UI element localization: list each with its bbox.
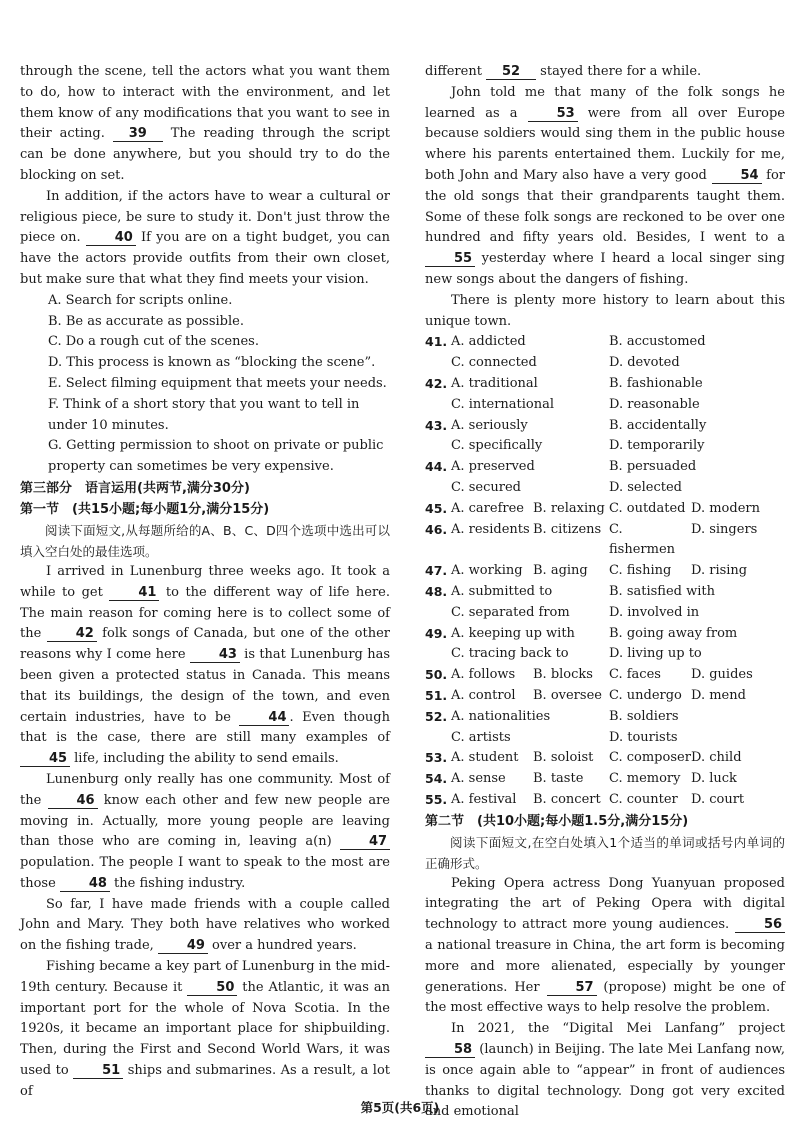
question-number: 44. — [425, 459, 448, 475]
option-c: C. fishing — [609, 563, 672, 579]
section1-instruction: 阅读下面短文,从每题所给的A、B、C、D四个选项中选出可以填入空白处的最佳选项。 — [20, 522, 390, 559]
right-column — [425, 62, 785, 1123]
option-a: A. festival — [451, 791, 517, 807]
left-column — [20, 62, 390, 1103]
option-a: A. addicted — [451, 334, 526, 350]
option-b: B. citizens — [533, 521, 602, 537]
option-c: C. artists — [451, 729, 511, 745]
question-number: 42. — [425, 375, 448, 391]
option-c: C. tracing back to — [451, 646, 569, 662]
blank-54: 54 — [712, 168, 762, 184]
question-item — [425, 374, 785, 416]
option-d: D. modern — [691, 500, 760, 516]
question-item — [425, 686, 785, 707]
option-d: D. temporarily — [609, 438, 705, 454]
question-item — [425, 332, 785, 374]
question-item — [425, 457, 785, 499]
option-item: C. Do a rough cut of the scenes. — [48, 334, 259, 350]
option-a: A. residents — [451, 521, 530, 537]
blank-50: 50 — [187, 980, 237, 996]
question-item — [425, 665, 785, 686]
blank-44: 44 — [239, 710, 289, 726]
blank-51: 51 — [73, 1063, 123, 1079]
blank-40: 40 — [86, 230, 136, 246]
question-block-48-49 — [425, 582, 785, 665]
option-c: C. counter — [609, 791, 678, 807]
part3-title: 第三部分 语言运用(共两节,满分30分) — [20, 480, 250, 496]
option-b: B. blocks — [533, 667, 593, 683]
option-c: C. memory — [609, 771, 681, 787]
option-c: C. secured — [451, 479, 521, 495]
option-c: C. fishermen — [609, 521, 676, 558]
option-b: B. fashionable — [609, 375, 703, 391]
option-b: B. accustomed — [609, 334, 706, 350]
question-number: 43. — [425, 417, 448, 433]
blank-52: 52 — [486, 64, 536, 80]
question-number: 45. — [425, 500, 448, 516]
option-item: B. Be as accurate as possible. — [48, 313, 244, 329]
option-a: A. keeping up with — [451, 625, 575, 641]
passage-para-2: Lunenburg only really has one community. Most of the 46 know each other and few new people are moving in. Actually, more young people are leaving than those who are coming in, leaving a(n) 47 population. The people I want to speak to the most are those 48 the fishing industry. — [20, 771, 390, 891]
option-item: F. Think of a short story that you want to tell in under 10 minutes. — [48, 396, 360, 433]
option-list-sevenfive — [20, 291, 390, 478]
section2-instruction: 阅读下面短文,在空白处填入1个适当的单词或括号内单词的正确形式。 — [425, 834, 785, 871]
page-footer: 第5页(共6页) — [360, 1100, 440, 1115]
passage-para-6: John told me that many of the folk songs he learned as a 53 were from all over Europe because soldiers would sing them in the public house where his parents entertained them. Luckily for me, both John and Mary also have a very good 54 for the old songs that their grandparents taught them. Some of these folk songs are reckoned to be over one hundred and fifty years old. Besides, I went to a 55 yesterday where I heard a local singer sing new songs about the dangers of fishing. — [425, 84, 785, 287]
question-number: 53. — [425, 750, 448, 766]
blank-41: 41 — [109, 585, 159, 601]
option-b: B. accidentally — [609, 417, 707, 433]
blank-55: 55 — [425, 251, 475, 267]
option-d: D. living up to — [609, 646, 702, 662]
option-c: C. outdated — [609, 500, 686, 516]
option-b: B. relaxing — [533, 500, 605, 516]
option-a: A. seriously — [451, 417, 528, 433]
blank-39: 39 — [113, 126, 163, 142]
passage2-para-1: Peking Opera actress Dong Yuanyuan proposed integrating the art of Peking Opera with digital technology to attract more young audiences. 56 a national treasure in China, the art form is becoming more and more alienated, especially by younger generations. Her 57 (propose) might be one of the most effective ways to help resolve the problem. — [425, 875, 785, 1016]
question-number: 48. — [425, 583, 448, 599]
option-b: B. persuaded — [609, 459, 697, 475]
question-number: 41. — [425, 334, 448, 350]
blank-43: 43 — [190, 647, 240, 663]
option-d: D. selected — [609, 479, 682, 495]
blank-46: 46 — [48, 793, 98, 809]
passage-para-3: So far, I have made friends with a couple called John and Mary. They both have relatives who worked on the fishing trade, 49 over a hundred years. — [20, 896, 390, 954]
question-number: 52. — [425, 708, 448, 724]
question-item — [425, 769, 785, 790]
option-d: D. singers — [691, 521, 758, 537]
question-number: 54. — [425, 771, 448, 787]
question-block-41-44 — [425, 332, 785, 498]
passage-para-1: I arrived in Lunenburg three weeks ago. It took a while to get 41 to the different way of life here. The main reason for coming here is to collect some of the 42 folk songs of Canada, but one of the other reasons why I come here 43 is that Lunenburg has been given a protected status in Canada. This means that its buildings, the design of the town, and even certain industries, have to be 44 . Even though that is the case, there are still many examples of 45 life, including the ability to send emails. — [20, 563, 391, 767]
option-d: D. tourists — [609, 729, 678, 745]
blank-58: 58 — [425, 1042, 475, 1058]
question-block-50-51 — [425, 665, 785, 707]
option-b: B. satisfied with — [609, 583, 715, 599]
option-item: E. Select filming equipment that meets your needs. — [48, 375, 387, 391]
blank-42: 42 — [47, 626, 97, 642]
question-number: 51. — [425, 687, 448, 703]
question-block-53-55 — [425, 748, 785, 810]
para-addition: In addition, if the actors have to wear a cultural or religious piece, be sure to study it. Don't just throw the piece on. 40 If you are on a tight budget, you can have the actors provide outfits from their own closet, but make sure that what they find meets your vision. — [20, 188, 390, 287]
option-d: D. luck — [691, 771, 737, 787]
option-d: D. court — [691, 791, 745, 807]
blank-45: 45 — [20, 751, 70, 767]
option-item: G. Getting permission to shoot on private or public property can sometimes be very expensive. — [48, 438, 384, 475]
question-block-52 — [425, 707, 785, 749]
option-d: D. mend — [691, 687, 746, 703]
option-a: A. submitted to — [451, 583, 553, 599]
question-item — [425, 582, 785, 624]
blank-57: 57 — [547, 980, 597, 996]
option-c: C. specifically — [451, 438, 543, 454]
blank-47: 47 — [340, 834, 390, 850]
option-d: D. reasonable — [609, 396, 700, 412]
question-item — [425, 707, 785, 749]
option-d: D. rising — [691, 563, 748, 579]
passage-para-7: There is plenty more history to learn about this unique town. — [425, 292, 785, 329]
option-b: B. soloist — [533, 750, 594, 766]
option-d: D. child — [691, 750, 742, 766]
passage-para-4: Fishing became a key part of Lunenburg in the mid-19th century. Because it 50 the Atlantic, it was an important port for the whole of Nova Scotia. In the 1920s, it became an important place for shipbuilding. Then, during the First and Second World Wars, it was used to 51 ships and submarines. As a result, a lot of — [20, 959, 391, 1099]
question-item — [425, 790, 785, 811]
option-a: A. traditional — [451, 375, 538, 391]
question-item — [425, 561, 785, 582]
section2-title: 第二节 (共10小题;每小题1.5分,满分15分) — [425, 813, 689, 829]
option-a: A. nationalities — [451, 708, 551, 724]
question-number: 47. — [425, 563, 448, 579]
question-item — [425, 416, 785, 458]
option-d: D. guides — [691, 667, 753, 683]
option-c: C. undergo — [609, 687, 682, 703]
option-a: A. control — [451, 687, 516, 703]
option-a: A. working — [451, 563, 523, 579]
option-item: D. This process is known as “blocking the scene”. — [48, 355, 376, 371]
option-c: C. connected — [451, 355, 537, 371]
question-block-45-47 — [425, 499, 785, 582]
option-c: C. separated from — [451, 604, 570, 620]
passage-para-5: different 52 stayed there for a while. — [425, 64, 702, 79]
option-b: B. going away from — [609, 625, 738, 641]
option-a: A. sense — [451, 771, 506, 787]
para-intro: through the scene, tell the actors what you want them to do, how to interact with the environment, and let them know of any modifications that you want to see in their acting. 39 The reading through the script can be done anywhere, but you should try to do the blocking on set. — [20, 64, 390, 183]
option-d: D. devoted — [609, 355, 680, 371]
option-c: C. international — [451, 396, 555, 412]
question-item — [425, 748, 785, 769]
blank-48: 48 — [60, 876, 110, 892]
option-a: A. student — [451, 750, 519, 766]
question-item — [425, 499, 785, 520]
question-number: 49. — [425, 625, 448, 641]
option-a: A. follows — [451, 667, 516, 683]
option-b: B. taste — [533, 771, 584, 787]
passage2-para-2: In 2021, the “Digital Mei Lanfang” project 58 (launch) in Beijing. The late Mei Lanfang now, is once again able to “appear” in front of audiences thanks to digital technology. Dong got very excited and emotional — [425, 1021, 785, 1120]
blank-53: 53 — [528, 106, 578, 122]
question-number: 46. — [425, 521, 448, 537]
option-d: D. involved in — [609, 604, 700, 620]
question-number: 50. — [425, 667, 448, 683]
question-item — [425, 520, 785, 562]
blank-49: 49 — [158, 938, 208, 954]
option-b: B. soldiers — [609, 708, 679, 724]
option-c: C. faces — [609, 667, 661, 683]
option-item: A. Search for scripts online. — [48, 292, 233, 308]
option-b: B. oversee — [533, 687, 602, 703]
option-a: A. preserved — [451, 459, 535, 475]
question-number: 55. — [425, 791, 448, 807]
option-a: A. carefree — [451, 500, 525, 516]
option-b: B. aging — [533, 563, 588, 579]
question-item — [425, 624, 785, 666]
section1-title: 第一节 (共15小题;每小题1分,满分15分) — [20, 501, 270, 517]
option-c: C. composer — [609, 750, 691, 766]
blank-56: 56 — [735, 917, 785, 933]
option-b: B. concert — [533, 791, 601, 807]
